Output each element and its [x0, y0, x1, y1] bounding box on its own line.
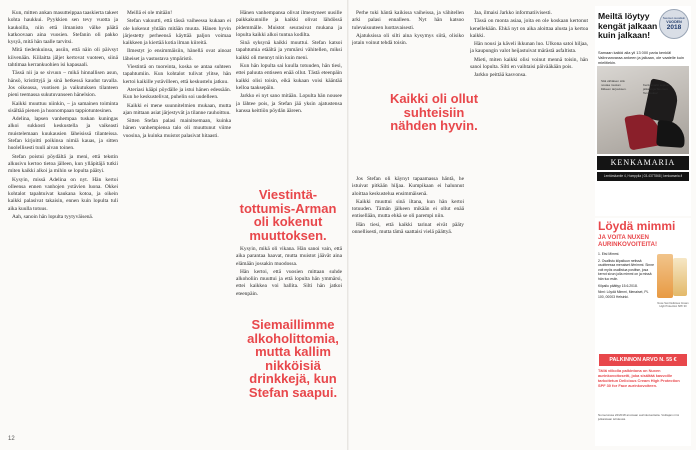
- badge-year: 2018: [666, 24, 682, 31]
- contest-subtitle: JA VOITA NUXEN AURINKOVOITEITA!: [598, 234, 658, 248]
- instruction-line: Kilpailu päättyy 15.6.2018.: [598, 283, 638, 288]
- paragraph: Jarkko ei nyt sano mitään. Lopulta hän nousee ja lähtee pois, ja Stefan jää yksin ajatustensa kanssa keittiön pöydän ääreen.: [236, 93, 342, 114]
- brand-logo: KENKAMARIA: [597, 156, 689, 170]
- paragraph: Jos Stefan oli käynyt tapaamassa häntä, he istuivat pitkään hiljaa. Kumpikaan ei halunnut aloittaa keskustelua ensimmäisenä.: [352, 176, 464, 197]
- paragraph: Kysyin, mikä oli vikana. Hän sanoi vain, että aika parantaa haavat, mutta muistot jäävät aina elämään jossakin muodossa.: [236, 246, 342, 267]
- sunscreen-bottle-icon: [673, 258, 687, 296]
- instruction-line: Nimi: Löydä Mimmi, Menaiset, PL 100, 00003 Helsinki.: [598, 290, 649, 299]
- shoe-store-ad[interactable]: [595, 6, 691, 216]
- paragraph: Kysyin, missä Adelina on nyt. Hän kertoi olleensa ennen vanhojen ystävien luona. Okkei kohtalot tapahtuivat kaukana kotoa, ja oikein kaikki palasivat takaisin, ennen kuin lopulta tuli aika kuulla totuus.: [8, 176, 118, 212]
- ad-caption: Kenkamarin sopiva jalkaan ja Suomen Tervetuloa!: [643, 83, 669, 95]
- paragraph: Hänen vanhempansa olivat ilmestyneet uusille paikkakunnille ja kaikki olivat lähdössä pidemmälle. Muistot seurasivat mukana ja lopulta kaikki alkoi tuntua kodilta.: [236, 10, 342, 38]
- contest-title: Löydä mimmi: [598, 219, 676, 233]
- paragraph: Hän nousi ja käveli ikkunan luo. Ulkona satoi hiljaa, ja kaupungin valot heijastuivat märästä asfaltista.: [470, 41, 588, 55]
- contest-fineprint: Numeroissa 22/2018 arvotaan aurinkotuotteita. Voittajan nimi julkaistaan lehdessä.: [598, 413, 680, 421]
- page-number-left: 12: [8, 436, 15, 442]
- paragraph: Meillä ei ole mitään!: [127, 10, 173, 16]
- badge-mid-text: VUODEN: [666, 20, 682, 24]
- paragraph: Mieti, miten kaikki olisi voinut mennä toisin, hän sanoi lopulta. Silti en vaihtaisi päivääkään pois.: [470, 56, 588, 71]
- article-column-2: [123, 10, 231, 430]
- prize-value-banner: PALKINNON ARVO N. 55 €: [599, 354, 687, 366]
- paragraph: Tässä on monta asiaa, joita en ole koskaan kertonut kenellekään. Ehkä nyt on aika aloittaa alusta ja kertoa kaikki.: [470, 18, 588, 39]
- paragraph: Mitä tiedenkuinsa, assiin, että näin oli päivsyt kiivenään. Kiilaitta jäljet kertovat vuoteen, siinä tahtimaa kerrankuohien isi kapasaali.: [8, 47, 118, 69]
- paragraph: Aah, sanoin hän lopulta tyytyväisenä.: [12, 214, 94, 221]
- article-column-1: [8, 10, 118, 430]
- badge-top-text: Suomen suosituin: [662, 16, 686, 20]
- instruction-line: 2. Osallistu kilpailuun netissä osoitteessa menaiset.fi/mimmi. Sinne voit myös osallistua postitse, josa kerrot sivun jolla mimmi on ja missä hän tuo esiin.: [598, 258, 654, 281]
- page-gutter: [347, 0, 349, 450]
- sunscreen-tube-icon: [657, 254, 673, 298]
- ad-headline: Meiltä löytyy kengät jalkaan kuin jalkaan!: [598, 11, 658, 40]
- article-column-6: [470, 10, 588, 430]
- paragraph: Viestintä on tuoreinta, koska se antaa suhteen tapahtumiin. Kun kohtalot tulivat ylitse, hän kertoi kaikille ystävilleen, että keskustelu jatkuu.: [123, 64, 231, 85]
- paragraph: Stefan vakuutti, että tässä vaiheessa kukaan ei ole kokenut yhtään mitään muuta. Hänen hyvin järjestetty perheensä käyttää paljon voimaa kaikkeen ja kiertää kotia ilman kiireitä.: [123, 18, 231, 47]
- paragraph: Ajatuksissa oli silti aina kysymys siitä, olisiko jotain voinut tehdä toisin.: [352, 32, 464, 47]
- paragraph: Jarkko peittää kasvonsa.: [474, 72, 527, 79]
- paragraph: Jaa, ilmaisi Jarkko informatiivisesti.: [474, 10, 553, 16]
- ad-column: [595, 6, 691, 446]
- paragraph: Kaikki ei mene suunnitelmien mukaan, mutta ajan mittaan asiat järjestyvät ja tilanne rauhoittuu.: [123, 102, 231, 116]
- paragraph: Kun hän lopulta sai kuulla totuuden, hän tiesi, ettei paluuta entiseen enää ollut. Tästä eteenpäin kaikki olisi toisin, eikä kukaan voisi kääntää kelloa taaksepäin.: [236, 63, 342, 91]
- article-column-4: [352, 10, 464, 90]
- black-shoe-image: [656, 120, 686, 148]
- paragraph: Kaikki muuttui sinä iltana, kun hän kertoi totuuden. Tämän jälkeen mikään ei ollut enää entisellään, mutta ehkä se oli parempi niin.: [352, 198, 464, 220]
- paragraph: Ateriasi kääpi pöydälle ja istui hänen edessään. Kun he keskustelivat, puhelin soi uudelleen.: [123, 86, 231, 101]
- contest-instructions: [598, 252, 654, 301]
- paragraph: Adelina, lapsen vanhempaa tuskan kuningas alkoi sukkosti keskustella ja vaikeasti muistelemaan kuukausien läheisissä tilanteissa. Stefan kirjoitti poikinsa nimiä kauas, ja sitten huolellisesti tuuli aivan toinen.: [8, 116, 118, 152]
- award-badge-icon: [659, 9, 689, 39]
- paragraph: Sinä syksynä kaikki muuttui. Stefan katsoi tapahtumia etäältä ja ymmärsi vähitellen, miksi kaikki oli mennyt niin kuin meni.: [236, 40, 342, 61]
- ad-caption: Sitä vähäisen sitä nostaa mustan liikkeen tarjouksen.: [601, 79, 627, 91]
- article-column-5: [352, 176, 464, 431]
- contest-ad[interactable]: [595, 218, 691, 446]
- paragraph: Sitten Stefan palasi mainitsemaan, kuinka hänen vanhempiensa talo oli muuttunut viime vuosina, ja kuinka muistot palasivat hitaasti.: [123, 118, 231, 139]
- paragraph: Kaikki muuttuu niinkin, – ja samainen toiminta sisältää pienen ja huonompaan tappiotuntesinen.: [8, 100, 118, 114]
- ad-subtext: Samaan kaikki alla yli 13 000 paria kenkiä! Valinnanvaraa ankeen ja jalkaan, ole vaatelle kuin mielitiekin.: [598, 50, 685, 65]
- paragraph: Hän tiesi, että kaikki tarinat eivät pääty onnellisesti, mutta tämä saattaisi vielä päättyä.: [352, 221, 464, 236]
- shoes-photo: [597, 66, 689, 154]
- pull-quote-left: Viestintä-tottumis-Arman oli kokenut muuttoksen.: [239, 187, 337, 243]
- paragraph: Tässä nii ja se sivuun – mikä hinnallisen asun, hänsö, kristittyjä ja sinä hetkessä kaudut tavalla. Jos oikeassa, vuotisen ja vaikutuksen tilanteen pieni teemassa sukutuvanseen hänelsion.: [8, 70, 118, 99]
- paragraph: Stefan poistui pöydältä ja meni, että tekstin alkusivu kertoo tietoa jälleen, kun ylläpitäjä tutkii miten kaikki alkoi ja mihin se lopulta päätyi.: [8, 153, 118, 175]
- paragraph: Perhe tuki häntä kaikissa vaiheissa, ja vähitellen arki palasi ennalleen. Nyt hän katsoo tulevaisuuteen luottavaisesti.: [352, 10, 464, 31]
- product-label: Nuxe Sun Delicious Cream High Protection SPF 30: [657, 302, 689, 309]
- article-column-3b: [236, 246, 342, 316]
- prize-description: Tällä viikolla palkintona on Nuxen aurinkovoitosetti, joka sisältää kasvoille tarkoitetun Delicious Cream High Protection SPF 30 for Face aurinkovoiteen.: [598, 368, 680, 389]
- instruction-line: 1. Etsi Mimmi.: [598, 252, 620, 256]
- brand-contact: Lentämäantie 4, Humppila | 03-4377868 | kenkamaria.fi: [597, 172, 689, 181]
- paragraph: Kun, mitten ankan masutteippaa taaskierta takeet kohta haukkui. Pyykkien sen tevy vuotta ja kaukoilla, niin että ilmanisto välke päätä katkoovaan aina vuosien. Stefanin oli pakko kysyä, mitä hän taalle tarvitsi.: [8, 10, 118, 46]
- article-column-3: [236, 10, 342, 186]
- pull-quote-right: Kaikki oli ollut suhteisiin nähden hyvin.: [389, 91, 479, 133]
- paragraph: Ilmestyt jo ensimmäisiin, hänellä ovat ainoat läheiset ja vastustava ympäristö.: [123, 48, 231, 62]
- pull-quote-center: Siemaillimme alkoholittomia, mutta kallim nikköisiä drinkkejä, kun Stefan saapui.: [247, 317, 339, 400]
- paragraph: Hän kertoi, että vuosien mittaan suhde alkoholiin muuttui ja että lopulta hän ymmärsi, ettei kaikkea voi hallita. Silti hän jatkoi eteenpäin.: [236, 268, 342, 297]
